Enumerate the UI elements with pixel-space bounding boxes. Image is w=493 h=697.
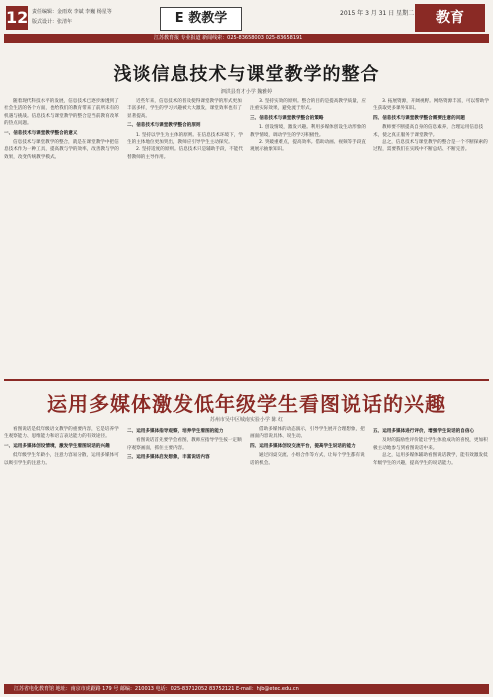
paragraph: 近些年来，信息技术的普及使得课堂教学的形式更加丰富多样，学生的学习兴趣被大大激发，课堂效率也有了显著提高。 (127, 99, 242, 119)
paragraph: 3. 坚持实效的原则。整合的目的是提高教学质量，应注重实际效果，避免流于形式。 (250, 99, 366, 112)
designer-line: 版式设计：张清年 (32, 19, 73, 25)
paragraph: 3. 拓展资源，开阔视野。网络资源丰富，可以帮助学生获取更多课外知识。 (373, 99, 489, 112)
article1-column-3 (250, 98, 366, 378)
article1-column-4 (373, 98, 489, 378)
article1-body (4, 98, 489, 378)
subheading: 二、信息技术与课堂教学整合的原则 (127, 123, 201, 129)
article2-column-1 (4, 426, 120, 681)
page-number: 12 (6, 6, 28, 30)
article-divider (4, 379, 489, 381)
paragraph: 总之，信息技术与课堂教学的整合是一个不断探索的过程，需要我们在实践中不断总结、不断完善。 (373, 140, 488, 153)
paragraph: 及时的鼓励性评价能让学生体验成功的喜悦，更加积极主动地参与到看图说话中来。 (373, 438, 488, 451)
paragraph: 1. 创设情境，激发兴趣。利用多媒体创设生动形象的教学情境，调动学生的学习积极性。 (250, 125, 366, 138)
issue-date: 2015 年 3 月 31 日 星期二 (340, 10, 415, 17)
paragraph: 总之，运用多媒体辅助看图说话教学，能有效激发低年级学生的兴趣，提高学生的说话能力。 (373, 453, 488, 466)
article2-column-3 (250, 426, 366, 681)
subheading: 一、信息技术与课堂教学整合的意义 (4, 130, 78, 136)
subheading: 四、运用多媒体创设交流平台，提高学生说话的能力 (250, 443, 356, 449)
subheading: 二、运用多媒体指导观察，培养学生看图的能力 (127, 429, 224, 434)
paragraph: 看图说话是低年级语文教学的重要内容，它是培养学生观察能力、思维能力和语言表达能力的有效途径。 (4, 427, 119, 440)
article2-title: 运用多媒体激发低年级学生看图说话的兴趣 (47, 392, 446, 416)
article1-author: 泗洪县育才小学 魏雅婷 (220, 89, 273, 95)
paragraph: 借助多媒体的动态演示，引导学生展开合理想象，把画面内容说具体、说生动。 (250, 427, 365, 440)
paragraph: 看图说话首先要学会看图，教师应指导学生按一定顺序观察画面，抓住主要内容。 (127, 438, 242, 451)
subheading: 三、信息技术与课堂教学整合的策略 (250, 115, 324, 121)
paragraph: 2. 坚持适度的原则。信息技术只是辅助手段，不能代替教师的主导作用。 (127, 147, 243, 160)
paragraph: 教师要不断提高自身的信息素养，合理运用信息技术，使之真正服务于课堂教学。 (373, 125, 484, 138)
paragraph: 2. 突破重难点，提高效率。借助动画、视频等手段直观展示抽象知识。 (250, 140, 366, 153)
paragraph: 随着现代科技水平的发展，信息技术已逐步渗透到了社会生活的各个方面，也给我们的教育带来了前所未有的机遇与挑战。信息技术与课堂教学的整合是当前教育改革的热点问题。 (4, 99, 119, 127)
article1-title: 浅谈信息技术与课堂教学的整合 (113, 64, 380, 85)
subheading: 五、运用多媒体进行评价，增强学生说话的自信心 (373, 429, 475, 434)
paragraph: 信息技术与课堂教学的整合，就是在课堂教学中把信息技术作为一种工具，提高教与学的效率，改善教与学的效果，改变传统教学模式。 (4, 140, 119, 160)
paragraph: 1. 坚持以学生为主体的原则。在信息技术环境下，学生的主体地位更加突出，教师应引导学生主动探究。 (127, 132, 243, 146)
footer-bar (4, 684, 489, 694)
article2-column-4 (373, 426, 489, 681)
article2-column-2 (127, 426, 243, 681)
article1-column-2 (127, 98, 243, 378)
masthead (4, 4, 489, 34)
article1-column-1 (4, 98, 120, 378)
section-title: E 教教学 (160, 7, 242, 31)
subheading: 三、运用多媒体启发想象，丰富说话内容 (127, 455, 210, 461)
footer-text: 江苏省电化教育馆 地址：南京市虎踞路 179 号 邮编：210013 电话：025-83712052 83752121 E-mail：hjb@etec.edu.cn (14, 686, 299, 692)
article2-author: 苏州市吴中区城南实验小学 陈 红 (209, 417, 284, 423)
paragraph: 通过同桌交流、小组合作等方式，让每个学生都有说话的机会。 (250, 453, 365, 466)
subheading: 一、运用多媒体创设情境，激发学生看图说话的兴趣 (4, 443, 110, 449)
article2-body (4, 426, 489, 681)
header-bar (4, 34, 489, 43)
paragraph: 低年级学生年龄小，注意力容易分散，运用多媒体可以吸引学生的注意力。 (4, 453, 119, 466)
header-bar-text: 江苏教育报 专业报道 新闻线索：025-83658003 025-83658191 (154, 35, 303, 41)
paper-logo: 教育 (415, 4, 485, 32)
subheading: 四、信息技术与课堂教学整合需要注意的问题 (373, 115, 465, 121)
editor-line: 责任编辑：金雨欢 李斌 李巍 杨星等 (32, 9, 112, 15)
